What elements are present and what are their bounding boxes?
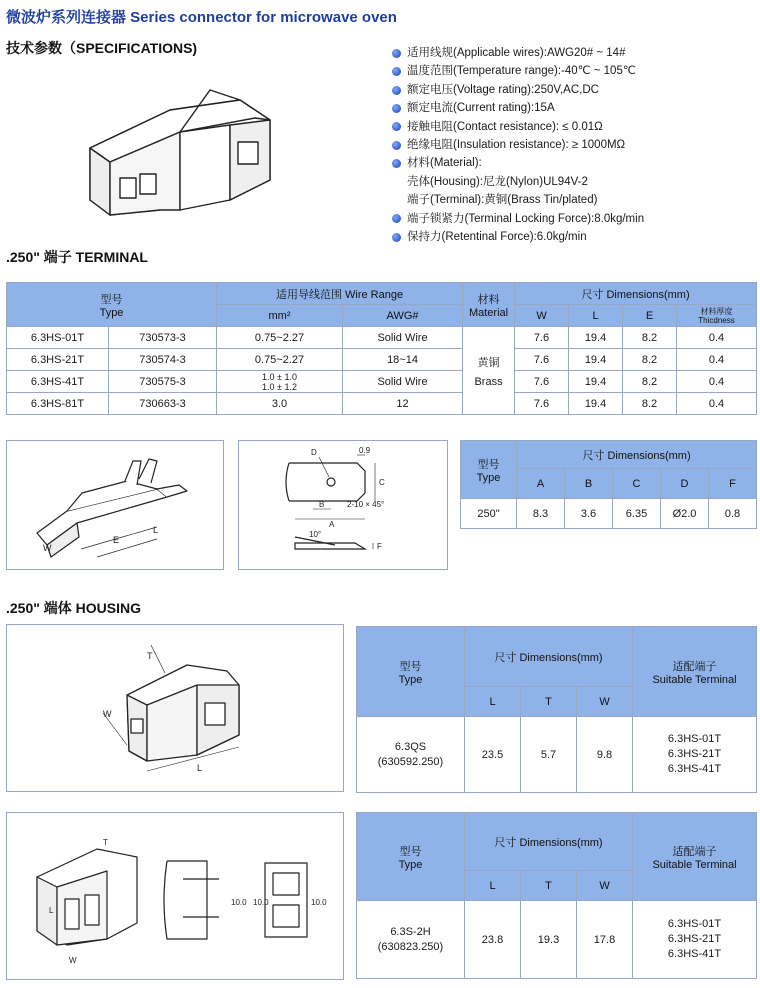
awg-header: AWG# (343, 305, 463, 327)
table-cell: 5.7 (521, 717, 577, 793)
dim-w-label: W (103, 709, 112, 719)
type-header: 型号 Type (7, 283, 217, 327)
housing-isometric-drawing (80, 70, 280, 220)
table-cell: 0.4 (677, 371, 757, 393)
housing1-table (356, 626, 757, 793)
dim-l-label: L (49, 906, 54, 915)
material-header: 材料 Material (463, 283, 515, 327)
table-cell: A (517, 469, 565, 499)
table-cell: 12 (343, 393, 463, 415)
type-header: 型号 Type (461, 441, 517, 499)
table-cell: 8.2 (623, 393, 677, 415)
table-cell: 19.4 (569, 327, 623, 349)
table-cell: 7.6 (515, 393, 569, 415)
spec-temperature-range: 温度范围(Temperature range):-40℃ ~ 105℃ (392, 62, 756, 80)
bullet-icon (392, 122, 401, 131)
spec-contact-resistance: 接触电阻(Contact resistance): ≤ 0.01Ω (392, 118, 756, 136)
table-cell: 8.2 (623, 349, 677, 371)
dim-c-label: C (379, 478, 385, 487)
table-cell: 23.5 (465, 717, 521, 793)
table-cell: F (709, 469, 757, 499)
table-cell: 6.3HS-41T (7, 371, 109, 393)
bullet-icon (392, 67, 401, 76)
specifications-heading: 技术参数（SPECIFICATIONS) (6, 40, 198, 56)
table-cell: T (521, 687, 577, 717)
table-cell: C (613, 469, 661, 499)
dim-10-label-3: 10.0 (311, 898, 327, 907)
suitable-terminal-header: 适配端子 Suitable Terminal (633, 627, 757, 717)
specifications-list (392, 44, 756, 246)
table-cell: 18~14 (343, 349, 463, 371)
spec-terminal-material: 端子(Terminal):黄铜(Brass Tin/plated) (407, 194, 598, 207)
dim-d-label: D (311, 448, 317, 457)
wire-range-header: 适用导线范围 Wire Range (217, 283, 463, 305)
housing2-dimension-drawing (7, 813, 343, 979)
dim-10-label-1: 10.0 (231, 898, 247, 907)
dim-10-label-2: 10.0 (253, 898, 269, 907)
table-cell: 7.6 (515, 371, 569, 393)
spec-locking-force: 端子锁紧力(Terminal Locking Force):8.0kg/min (392, 210, 756, 228)
page-title: 微波炉系列连接器 Series connector for microwave oven (6, 9, 397, 26)
table-cell: 19.4 (569, 349, 623, 371)
dim-t-label: T (103, 838, 108, 847)
spec-material: 材料(Material): (392, 154, 756, 172)
table-cell: 19.4 (569, 393, 623, 415)
spec-insulation-resistance: 绝缘电阻(Insulation resistance): ≥ 1000MΩ (392, 136, 756, 154)
housing2-table (356, 812, 757, 979)
table-cell: 6.3HS-01T (7, 327, 109, 349)
dim-09-label: 0.9 (359, 446, 371, 455)
dimensions-header: 尺寸 Dimensions(mm) (517, 441, 757, 469)
dim-w-label: W (69, 956, 77, 965)
table-cell: W (577, 871, 633, 901)
dim-l-label: L (197, 763, 203, 773)
dim-f-label: F (377, 542, 382, 551)
dim-l-label: L (153, 525, 159, 535)
table-cell: 730663-3 (109, 393, 217, 415)
table-cell: 0.4 (677, 393, 757, 415)
dim-w-label: W (43, 543, 52, 553)
table-row (461, 499, 757, 529)
spec-retention-force: 保持力(Retentinal Force):6.0kg/min (392, 228, 756, 246)
housing2-drawing-frame (6, 812, 344, 980)
material-cell: 黄铜 Brass (463, 327, 515, 415)
table-cell: 3.0 (217, 393, 343, 415)
bullet-icon (392, 49, 401, 58)
table-cell: L (465, 871, 521, 901)
terminal-isometric-drawing (7, 441, 223, 569)
table-row (357, 717, 757, 793)
w-header: W (515, 305, 569, 327)
terminal-table (6, 282, 757, 415)
table-cell: Solid Wire (343, 327, 463, 349)
housing1-drawing-frame (6, 624, 344, 792)
bullet-icon (392, 159, 401, 168)
table-cell: 17.8 (577, 901, 633, 979)
table-cell: Solid Wire (343, 371, 463, 393)
table-cell: B (565, 469, 613, 499)
table-row (7, 327, 757, 349)
table-cell: 7.6 (515, 349, 569, 371)
terminal-heading: .250" 端子 TERMINAL (6, 249, 148, 265)
table-cell: 0.4 (677, 349, 757, 371)
table-cell: 3.6 (565, 499, 613, 529)
table-cell: 6.3HS-01T 6.3HS-21T 6.3HS-41T (633, 717, 757, 793)
table-row (357, 901, 757, 979)
table-cell: 0.75~2.27 (217, 349, 343, 371)
spec-current-rating: 额定电流(Current rating):15A (392, 99, 756, 117)
e-header: E (623, 305, 677, 327)
table-cell: L (465, 687, 521, 717)
dimensions-header: 尺寸 Dimensions(mm) (465, 813, 633, 871)
table-cell: Ø2.0 (661, 499, 709, 529)
chamfer-label: 2-10 × 45° (347, 500, 385, 509)
bullet-icon (392, 233, 401, 242)
dim-e-label: E (113, 535, 120, 545)
suitable-terminal-header: 适配端子 Suitable Terminal (633, 813, 757, 901)
type-header: 型号 Type (357, 813, 465, 901)
table-cell: 6.3S-2H (630823.250) (357, 901, 465, 979)
table-cell: 730575-3 (109, 371, 217, 393)
thickness-header: 材料厚度 Thicdness (677, 305, 757, 327)
table-cell: 6.3QS (630592.250) (357, 717, 465, 793)
tab-dimension-drawing (239, 441, 447, 569)
table-cell: 6.35 (613, 499, 661, 529)
spec-housing-material: 壳体(Housing):尼龙(Nylon)UL94V-2 (407, 175, 588, 188)
housing-heading: .250" 端体 HOUSING (6, 600, 142, 616)
table-row (7, 371, 757, 393)
l-header: L (569, 305, 623, 327)
table-cell: 23.8 (465, 901, 521, 979)
table-cell: 6.3HS-21T (7, 349, 109, 371)
table-cell: D (661, 469, 709, 499)
table-cell: T (521, 871, 577, 901)
table-cell: 730574-3 (109, 349, 217, 371)
table-cell: W (577, 687, 633, 717)
table-cell: 1.0 ± 1.0 1.0 ± 1.2 (217, 371, 343, 393)
table-cell: 7.6 (515, 327, 569, 349)
angle-label: 10° (309, 530, 322, 539)
table-row (7, 349, 757, 371)
tab-dimensions-table (460, 440, 757, 529)
table-cell: 0.8 (709, 499, 757, 529)
dim-a-label: A (329, 520, 335, 529)
table-cell: 6.3HS-01T 6.3HS-21T 6.3HS-41T (633, 901, 757, 979)
table-cell: 8.2 (623, 327, 677, 349)
type-header: 型号 Type (357, 627, 465, 717)
table-cell: 8.2 (623, 371, 677, 393)
spec-applicable-wires: 适用线规(Applicable wires):AWG20# ~ 14# (392, 44, 756, 62)
table-cell: 19.4 (569, 371, 623, 393)
table-cell: 0.4 (677, 327, 757, 349)
bullet-icon (392, 86, 401, 95)
table-cell: 6.3HS-81T (7, 393, 109, 415)
bullet-icon (392, 104, 401, 113)
spec-voltage-rating: 额定电压(Voltage rating):250V,AC,DC (392, 81, 756, 99)
table-cell: 8.3 (517, 499, 565, 529)
table-cell: 730573-3 (109, 327, 217, 349)
table-cell: 0.75~2.27 (217, 327, 343, 349)
bullet-icon (392, 214, 401, 223)
mm2-header: mm² (217, 305, 343, 327)
dim-t-label: T (147, 651, 153, 661)
tab-drawing-frame (238, 440, 448, 570)
terminal-drawing-frame (6, 440, 224, 570)
bullet-icon (392, 141, 401, 150)
dimensions-header: 尺寸 Dimensions(mm) (465, 627, 633, 687)
table-row (7, 393, 757, 415)
dim-b-label: B (319, 500, 325, 509)
table-cell: 19.3 (521, 901, 577, 979)
table-cell: 250" (461, 499, 517, 529)
housing1-isometric-drawing (7, 625, 343, 791)
table-cell: 9.8 (577, 717, 633, 793)
dimensions-header: 尺寸 Dimensions(mm) (515, 283, 757, 305)
